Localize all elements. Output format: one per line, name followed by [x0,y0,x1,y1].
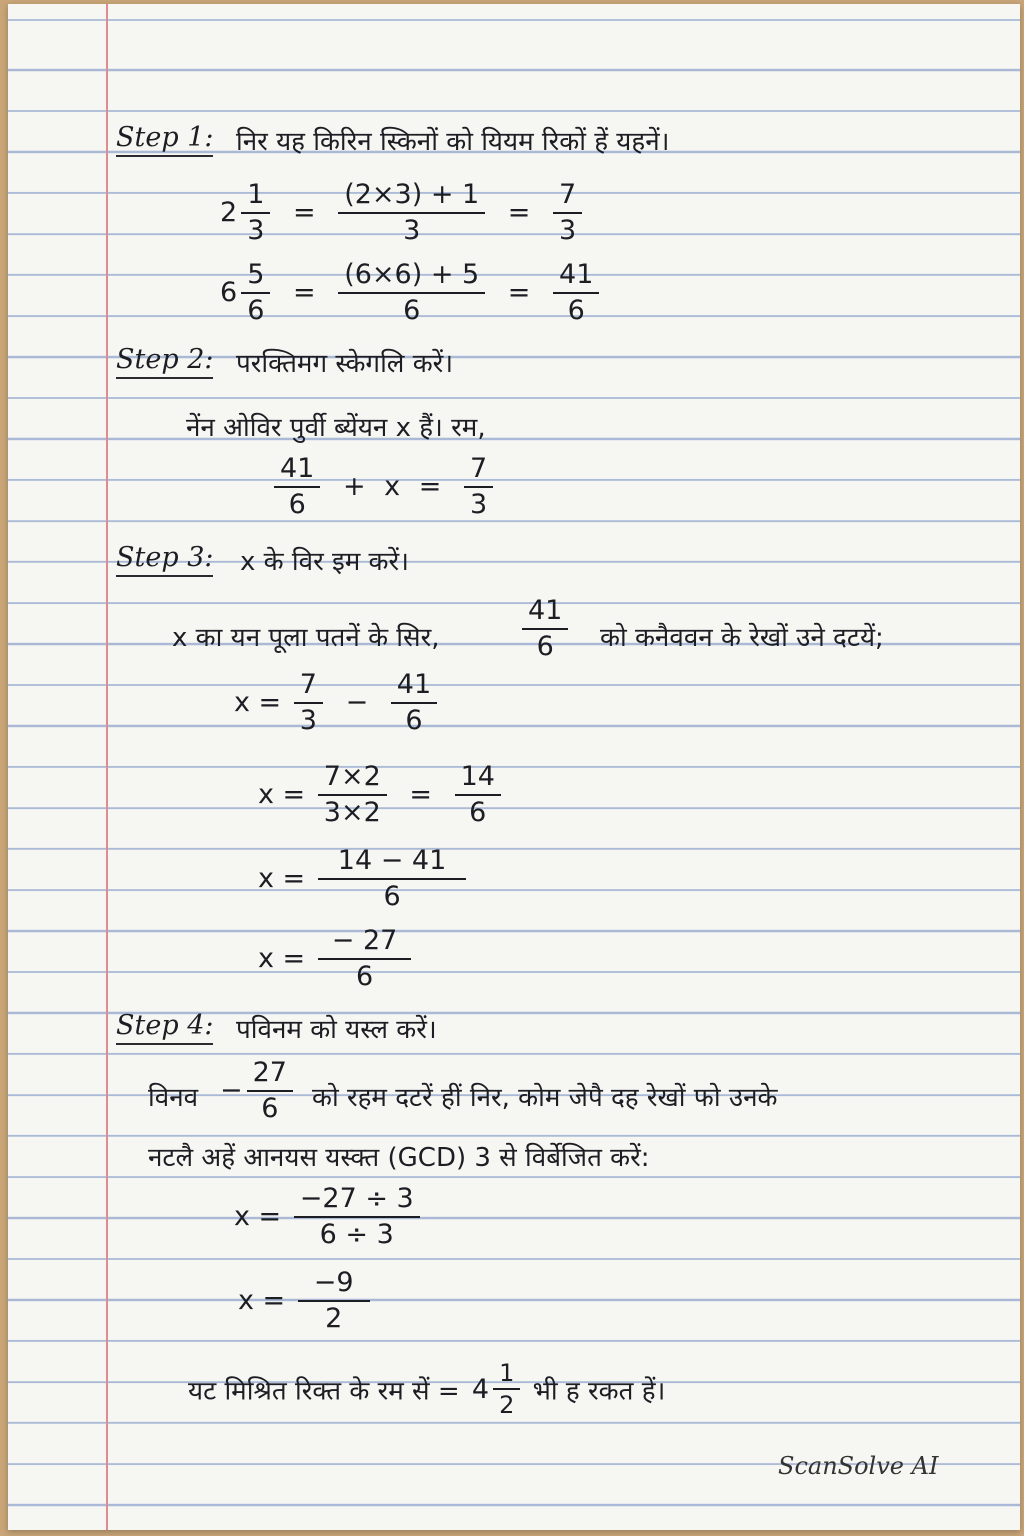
equation-lhs: x = [238,1285,286,1317]
step-4-line-a-post: को रहम दटरें हीं निर, कोम जेपै दह रेखों फो उनके [312,1083,778,1113]
denominator: 6 [261,1092,279,1124]
fraction [294,670,323,735]
mixed-fraction [241,260,270,325]
step-4-label-text: Step 4: [116,1010,213,1045]
equals-sign: = [418,471,442,503]
notebook-page [8,4,1020,1530]
step-4-line-a-pre: विनव [148,1083,199,1113]
step-3-heading: x के विर इम करें। [240,547,410,577]
numerator: −9 [298,1268,370,1302]
step-4-heading: पविनम को यस्ल करें। [236,1015,437,1045]
numerator: 41 [522,596,568,630]
numerator: 7×2 [318,762,387,796]
numerator: − 27 [318,926,412,960]
numerator: 41 [553,260,599,294]
improper-fraction [553,260,599,325]
fraction [455,762,501,827]
step-3-equation-4 [258,926,415,991]
fraction [464,454,493,519]
numerator: 1 [493,1360,520,1390]
expanded-fraction [338,180,485,245]
mixed-whole: 2 [220,197,238,229]
denominator: 6 [247,294,265,326]
denominator: 6 [405,704,423,736]
margin-line [106,4,108,1530]
numerator: 5 [241,260,270,294]
step-3-line-b: को कनैववन के रेखों उने दटयें; [600,623,884,653]
step-3-label-text: Step 3: [116,542,213,577]
fraction [318,762,387,827]
denominator: 6 [288,488,306,520]
step-3-equation-2 [258,762,505,827]
denominator: 6 ÷ 3 [319,1218,394,1250]
equation-lhs: x = [258,943,306,975]
equation-lhs: x = [234,1201,282,1233]
final-text-post: भी ह रकत हें। [532,1376,666,1407]
final-whole: 4 [471,1373,490,1405]
denominator: 3 [469,488,488,520]
step-4-inline-fraction: − $\frac{27}{6}$ [220,1058,297,1123]
step-2-label [116,344,213,375]
numerator: 14 [455,762,501,796]
mixed-fraction [241,180,270,245]
step-2-line: नेंन ओविर पुर्वी ब्येंयन x हैं। रम, [186,413,486,443]
numerator: (6×6) + 5 [338,260,485,294]
operator: − [345,687,369,719]
fraction [298,1268,370,1333]
step-3-line-a: x का यन पूला पतनें के सिर, [172,623,440,653]
numerator: 27 [247,1058,293,1092]
operator: = [409,779,432,811]
step-2-label-text: Step 2: [116,344,213,379]
fraction [318,846,467,911]
numerator: 14 − 41 [318,846,467,880]
denominator: 6 [567,294,585,326]
numerator: −27 ÷ 3 [294,1184,420,1218]
brand-watermark: ScanSolve AI [778,1452,939,1480]
fraction [522,596,568,661]
numerator: 41 [391,670,437,704]
step-3-inline-fraction [518,596,572,661]
denominator: 6 [403,294,421,326]
plus-sign: + [342,471,366,503]
equation-lhs: x = [258,863,306,895]
step-3-equation-1 [234,670,441,735]
step-1-label-text: Step 1: [116,122,213,157]
numerator: 1 [241,180,270,214]
step-2-equation [270,454,497,519]
step-4-equation-1 [234,1184,424,1249]
numerator: 41 [274,454,320,488]
denominator: 2 [499,1391,515,1420]
denominator: 2 [325,1302,343,1334]
numerator: 7 [553,180,582,214]
variable-x: x [384,471,401,503]
step-3-equation-3 [258,846,470,911]
denominator: 6 [355,960,374,992]
fraction [318,926,412,991]
denominator: 6 [469,796,487,828]
equation-lhs: x = [258,779,306,811]
improper-fraction [553,180,582,245]
denominator: 6 [383,880,401,912]
denominator: 3 [299,704,317,736]
equation-lhs: x = [234,687,282,719]
final-answer-line [188,1360,665,1419]
step-1-label [116,122,213,153]
step-4-label [116,1010,213,1041]
denominator: 3 [403,214,421,246]
final-text-pre: यट मिश्रित रिक्त के रम सें = [188,1376,460,1407]
step-1-equation-2: 6 $\frac{5}{6}$ = $\frac{(6\times 6) + 5}{6}$ = $\frac{41}{6}$ [220,260,603,325]
step-3-label [116,542,213,573]
denominator: 3 [559,214,577,246]
numerator: 7 [464,454,493,488]
denominator: 3 [247,214,265,246]
numerator: (2×3) + 1 [338,180,485,214]
fraction [294,1184,420,1249]
step-2-heading: परक्तिमग स्केगलि करें। [236,349,454,379]
step-1-heading: निर यह किरिन स्किनों को यियम रिकों हें यहनें। [236,127,670,157]
final-fraction [493,1360,520,1419]
fraction [247,1058,293,1123]
denominator: 6 [536,630,554,662]
step-4-line-b: नटलै अहें आनयस यस्क्त (GCD) 3 से विर्बेजित करें: [148,1143,650,1173]
step-4-equation-2 [238,1268,374,1333]
fraction [391,670,437,735]
denominator: 3×2 [323,796,381,828]
step-1-equation-1: 2 $\frac{1}{3}$ = $\frac{(2\times 3) + 1}{3}$ = $\frac{7}{3}$ [220,180,586,245]
expanded-fraction [338,260,485,325]
mixed-whole: 6 [220,277,238,309]
fraction [274,454,320,519]
numerator: 7 [294,670,323,704]
